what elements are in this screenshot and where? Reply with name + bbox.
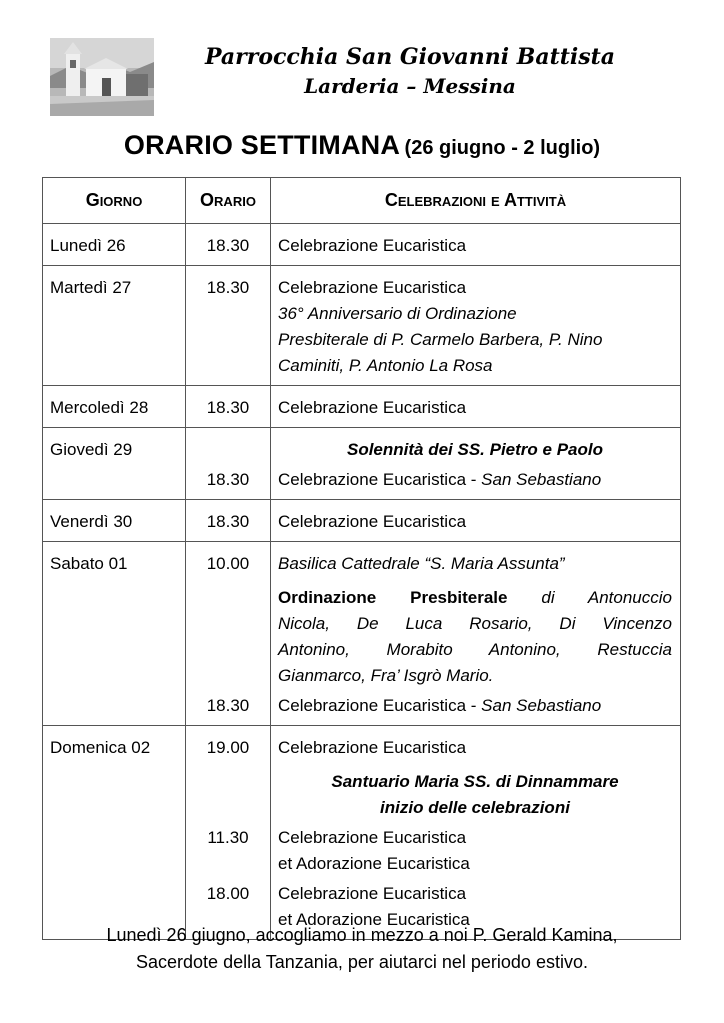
table-row	[43, 428, 681, 500]
activity-cell: Solennità dei SS. Pietro e Paolo Celebrazione Eucaristica - San Sebastiano	[271, 428, 681, 500]
day-cell: Venerdì 30	[43, 500, 186, 542]
day-cell: Sabato 01	[43, 542, 186, 726]
church-photo	[50, 38, 154, 116]
schedule-table	[42, 177, 681, 940]
table-row	[43, 542, 681, 726]
parish-header	[180, 42, 640, 100]
time-cell: 18.30	[186, 386, 271, 428]
table-row	[43, 266, 681, 386]
church-image	[50, 38, 154, 116]
time-cell: 18.30	[186, 266, 271, 386]
place-name: San Sebastiano	[481, 470, 602, 489]
anniversary-note: Caminiti, P. Antonio La Rosa	[278, 356, 493, 375]
day-cell: Domenica 02	[43, 726, 186, 940]
table-row	[43, 500, 681, 542]
day-cell: Mercoledì 28	[43, 386, 186, 428]
footer-line: Lunedì 26 giugno, accogliamo in mezzo a noi P. Gerald Kamina,	[106, 925, 618, 945]
activity-cell: Celebrazione Eucaristica	[271, 500, 681, 542]
table-row	[43, 386, 681, 428]
time-cell: 18.30	[186, 224, 271, 266]
activity-cell: Celebrazione Eucaristica Santuario Maria SS. di Dinnammare inizio delle celebrazioni Celebrazione Eucaristica et Adorazione Eucaristica Celebrazione Eucaristica et Adorazione Eucaristica	[271, 726, 681, 940]
place-name: San Sebastiano	[481, 696, 602, 715]
column-header-time: Orario	[186, 178, 271, 224]
activity-cell: Celebrazione Eucaristica 36° Anniversario di Ordinazione Presbiterale di P. Carmelo Barbera, P. Nino Caminiti, P. Antonio La Rosa	[271, 266, 681, 386]
table-header-row	[43, 178, 681, 224]
day-cell: Giovedì 29	[43, 428, 186, 500]
anniversary-note: Presbiterale di P. Carmelo Barbera, P. Nino	[278, 330, 603, 349]
title-text: ORARIO SETTIMANA	[123, 130, 401, 160]
activity-cell: Celebrazione Eucaristica	[271, 386, 681, 428]
solemnity-heading: Solennità dei SS. Pietro e Paolo	[346, 440, 603, 459]
time-cell: 18.30	[186, 500, 271, 542]
date-range: (26 giugno - 2 luglio)	[404, 137, 601, 159]
sanctuary-heading: Santuario Maria SS. di Dinnammare	[331, 772, 619, 791]
activity-cell: Basilica Cattedrale “S. Maria Assunta” Ordinazione Presbiterale di Antonuccio Nicola, De Luca Rosario, Di Vincenzo Antonino, Morabito Antonino, Restuccia Gianmarco, Fra’ Isgrò Mario. Celebrazione Eucaristica - San Sebastiano	[271, 542, 681, 726]
table-row	[43, 224, 681, 266]
column-header-activities: Celebrazioni e Attività	[271, 178, 681, 224]
footer-line: Sacerdote della Tanzania, per aiutarci nel periodo estivo.	[136, 952, 588, 972]
parish-location: Larderia – Messina	[304, 74, 516, 98]
time-cell: 19.00 11.30 18.00	[186, 726, 271, 940]
ordination-line: Nicola, De Luca Rosario, Di Vincenzo	[278, 614, 672, 633]
anniversary-note: 36° Anniversario di Ordinazione	[278, 304, 517, 323]
page-title	[0, 130, 724, 161]
ordination-line: Antonino, Morabito Antonino, Restuccia	[278, 640, 672, 659]
column-header-day: Giorno	[43, 178, 186, 224]
ordination-line: Ordinazione Presbiterale di Antonuccio	[278, 588, 672, 607]
time-cell: 18.30	[186, 428, 271, 500]
cathedral-name: Basilica Cattedrale “S. Maria Assunta”	[278, 554, 565, 573]
activity-cell: Celebrazione Eucaristica	[271, 224, 681, 266]
parish-name: Parrocchia San Giovanni Battista	[204, 44, 616, 70]
sanctuary-heading: inizio delle celebrazioni	[380, 798, 570, 817]
table-row	[43, 726, 681, 940]
time-cell: 10.00 18.30	[186, 542, 271, 726]
day-cell: Martedì 27	[43, 266, 186, 386]
footer-note	[0, 922, 724, 976]
day-cell: Lunedì 26	[43, 224, 186, 266]
ordination-line: Gianmarco, Fra’ Isgrò Mario.	[278, 666, 494, 685]
